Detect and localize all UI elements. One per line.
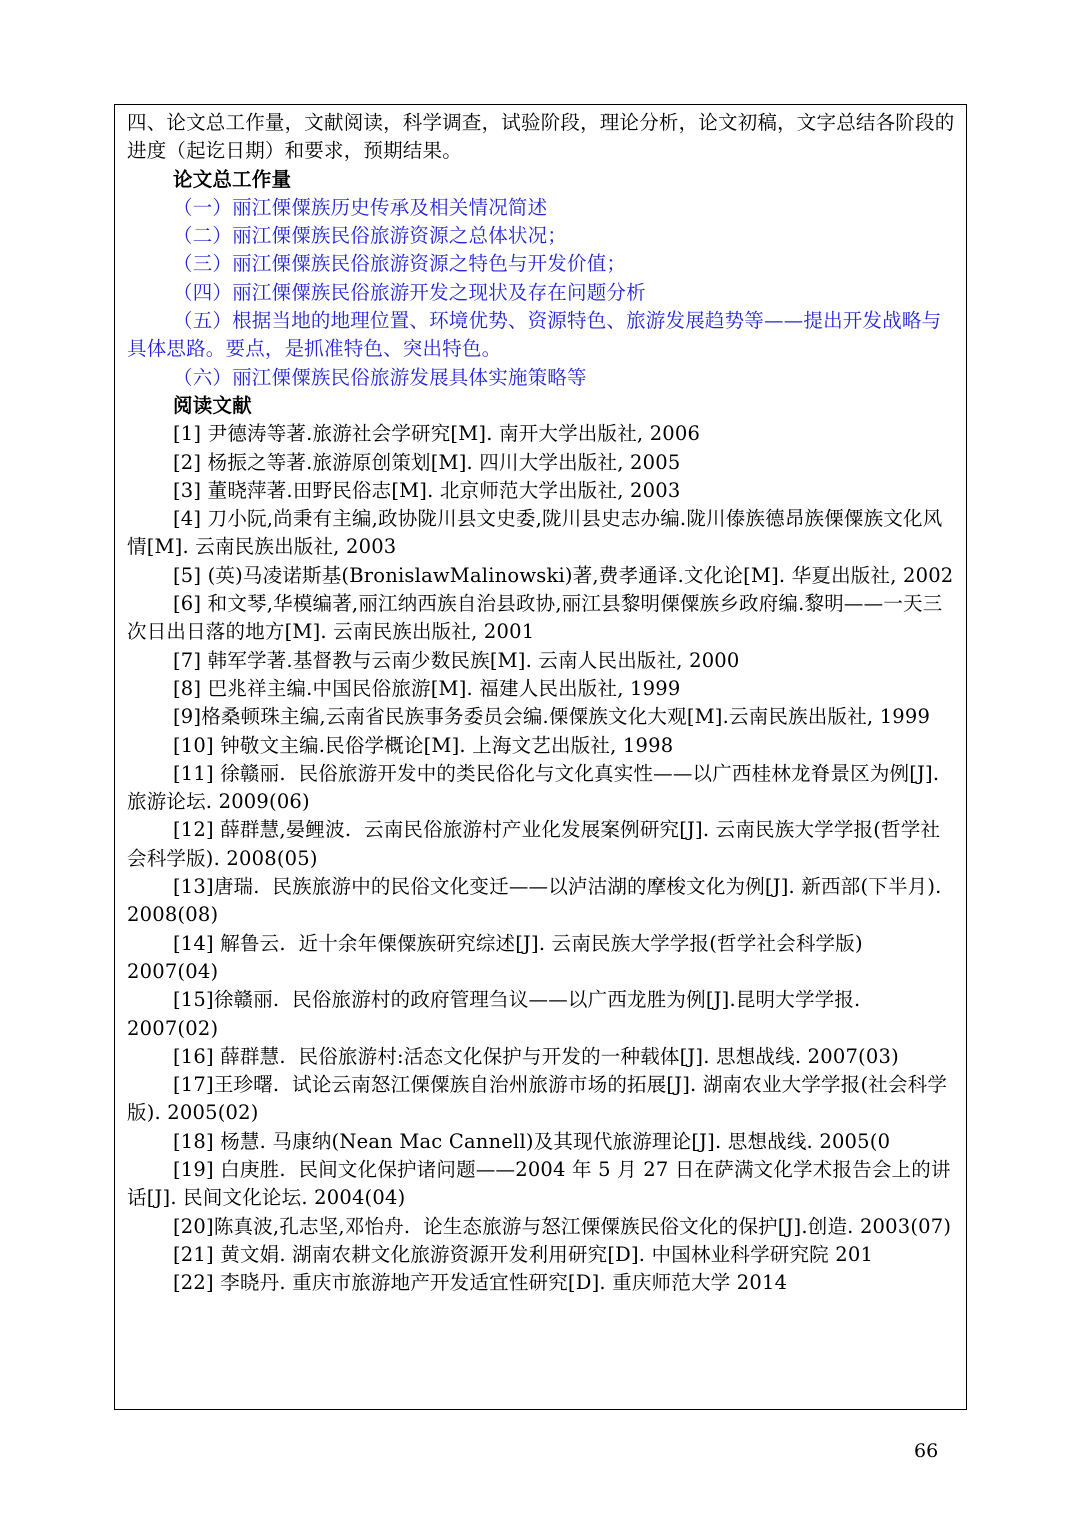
workload-item: （一）丽江傈僳族历史传承及相关情况简述	[173, 195, 548, 219]
reference-item: [2] 杨振之等著.旅游原创策划[M]. 四川大学出版社, 2005	[173, 450, 681, 474]
reference-item: [12] 薛群慧,晏鲤波. 云南民俗旅游村产业化发展案例研究[J]. 云南民族大学学报(哲学社会科学版). 2008(05)	[127, 818, 941, 870]
workload-item: （四）丽江傈僳族民俗旅游开发之现状及存在问题分析	[173, 280, 646, 304]
reference-item: [10] 钟敬文主编.民俗学概论[M]. 上海文艺出版社, 1998	[173, 733, 674, 757]
reference-item: [19] 白庚胜. 民间文化保护诸问题——2004 年 5 月 27 日在萨满文化学术报告会上的讲话[J]. 民间文化论坛. 2004(04)	[127, 1157, 951, 1210]
reference-item: [1] 尹德涛等著.旅游社会学研究[M]. 南开大学出版社, 2006	[173, 422, 701, 446]
reference-item: [8] 巴兆祥主编.中国民俗旅游[M]. 福建人民出版社, 1999	[173, 676, 681, 700]
reference-item: [20]陈真波,孔志坚,邓怡舟. 论生态旅游与怒江傈僳族民俗文化的保护[J].创造. 2003(07)	[173, 1214, 952, 1238]
section-heading: 四、论文总工作量，文献阅读，科学调查，试验阶段，理论分析，论文初稿，文字总结各阶段的进度（起讫日期）和要求，预期结果。	[127, 111, 955, 163]
workload-list	[127, 194, 955, 392]
reference-item: [21] 黄文娟. 湖南农耕文化旅游资源开发利用研究[D]. 中国林业科学研究院 201	[173, 1242, 874, 1266]
reference-item: [15]徐赣丽. 民俗旅游村的政府管理刍议——以广西龙胜为例[J].昆明大学学报. 2007(02)	[127, 988, 867, 1040]
reference-item: [7] 韩军学著.基督教与云南少数民族[M]. 云南人民出版社, 2000	[173, 648, 740, 672]
reference-item: [17]王珍曙. 试论云南怒江傈僳族自治州旅游市场的拓展[J]. 湖南农业大学学报(社会科学版). 2005(02)	[127, 1073, 948, 1125]
reference-item: [4] 刀小阮,尚秉有主编,政协陇川县文史委,陇川县史志办编.陇川傣族德昂族傈僳族文化风情[M]. 云南民族出版社, 2003	[127, 507, 943, 559]
content-table-cell	[114, 104, 967, 1410]
workload-item: （二）丽江傈僳族民俗旅游资源之总体状况；	[173, 224, 568, 248]
reference-item: [11] 徐赣丽. 民俗旅游开发中的类民俗化与文化真实性——以广西桂林龙脊景区为例[J]. 旅游论坛. 2009(06)	[127, 761, 946, 814]
document-body	[127, 109, 955, 1297]
reference-item: [9]格桑顿珠主编,云南省民族事务委员会编.傈僳族文化大观[M].云南民族出版社, 1999	[173, 705, 931, 729]
workload-title: 论文总工作量	[173, 167, 292, 191]
reference-item: [14] 解鲁云. 近十余年傈僳族研究综述[J]. 云南民族大学学报(哲学社会科学版) 2007(04)	[127, 931, 870, 983]
workload-item: （六）丽江傈僳族民俗旅游发展具体实施策略等	[173, 365, 587, 389]
reference-item: [16] 薛群慧. 民俗旅游村:活态文化保护与开发的一种载体[J]. 思想战线. 2007(03)	[173, 1044, 899, 1068]
workload-item: （三）丽江傈僳族民俗旅游资源之特色与开发价值；	[173, 252, 627, 276]
reference-item: [6] 和文琴,华模编著,丽江纳西族自治县政协,丽江县黎明傈僳族乡政府编.黎明——一天三次日出日落的地方[M]. 云南民族出版社, 2001	[127, 592, 943, 644]
reference-item: [18] 杨慧. 马康纳(Nean Mac Cannell)及其现代旅游理论[J]. 思想战线. 2005(0	[173, 1129, 891, 1153]
reference-item: [22] 李晓丹. 重庆市旅游地产开发适宜性研究[D]. 重庆师范大学 2014	[173, 1271, 788, 1295]
reference-item: [3] 董晓萍著.田野民俗志[M]. 北京师范大学出版社, 2003	[173, 478, 681, 502]
reading-title: 阅读文献	[173, 393, 252, 417]
reference-item: [5] (英)马凌诺斯基(BronislawMalinowski)著,费孝通译.文化论[M]. 华夏出版社, 2002	[173, 563, 954, 587]
reference-item: [13]唐瑞. 民族旅游中的民俗文化变迁——以泸沽湖的摩梭文化为例[J]. 新西部(下半月). 2008(08)	[127, 875, 948, 927]
reference-list	[127, 420, 955, 1297]
page-number: 66	[914, 1440, 939, 1462]
workload-item: （五）根据当地的地理位置、环境优势、资源特色、旅游发展趋势等——提出开发战略与具体思路。要点，是抓准特色、突出特色。	[127, 309, 942, 361]
